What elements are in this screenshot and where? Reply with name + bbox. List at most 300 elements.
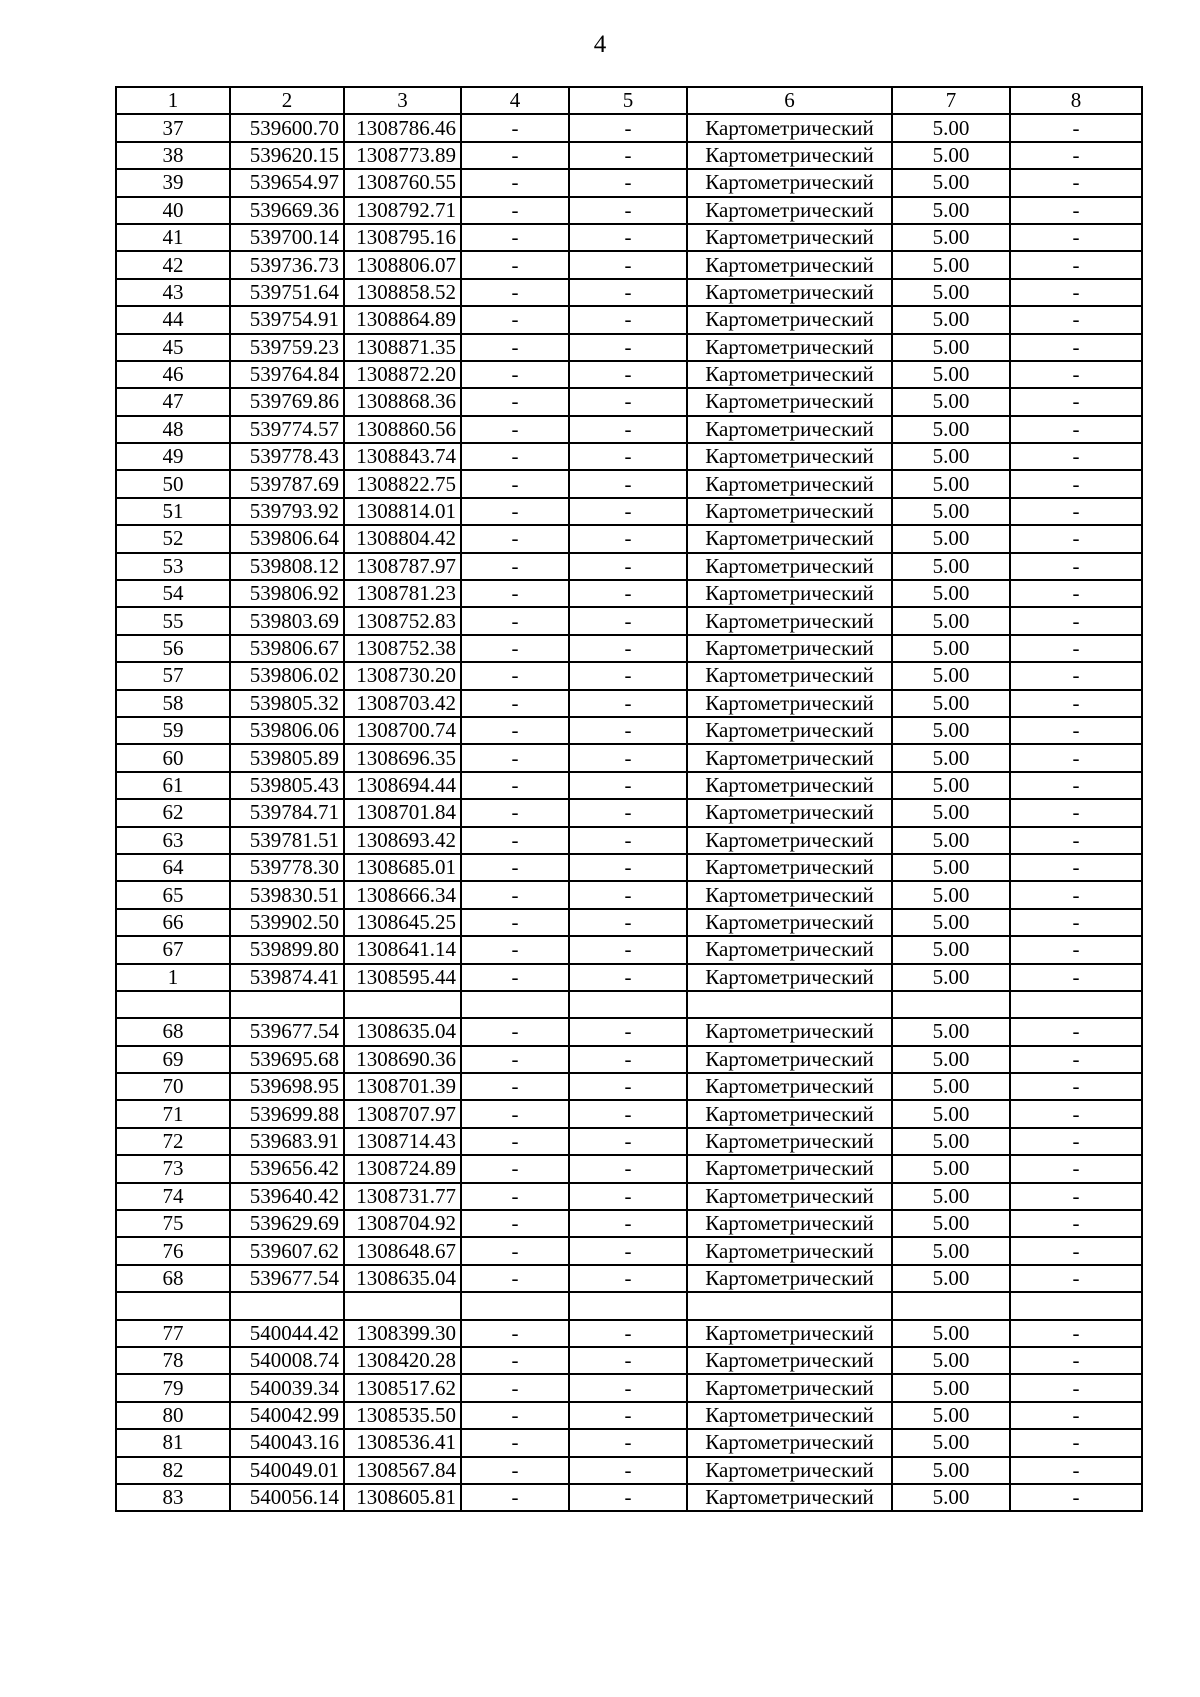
y-coordinate-cell: 1308860.56 (344, 416, 461, 443)
column-4-cell: - (461, 744, 569, 771)
point-number-cell: 40 (116, 197, 230, 224)
header-cell: 3 (344, 87, 461, 114)
table-row (116, 1046, 1142, 1073)
table-row (116, 1320, 1142, 1347)
y-coordinate-cell: 1308714.43 (344, 1128, 461, 1155)
y-coordinate-cell: 1308696.35 (344, 744, 461, 771)
point-number-cell: 59 (116, 717, 230, 744)
x-coordinate-cell: 539736.73 (230, 251, 344, 278)
column-8-cell: - (1010, 251, 1142, 278)
column-8-cell: - (1010, 635, 1142, 662)
x-coordinate-cell: 539793.92 (230, 498, 344, 525)
point-number-cell: 80 (116, 1402, 230, 1429)
column-4-cell: - (461, 416, 569, 443)
y-coordinate-cell: 1308517.62 (344, 1374, 461, 1401)
x-coordinate-cell: 540056.14 (230, 1484, 344, 1511)
column-5-cell: - (569, 690, 687, 717)
column-5-cell: - (569, 334, 687, 361)
column-5-cell: - (569, 306, 687, 333)
x-coordinate-cell: 539805.32 (230, 690, 344, 717)
y-coordinate-cell: 1308804.42 (344, 525, 461, 552)
method-cell: Картометрический (687, 251, 892, 278)
point-number-cell: 73 (116, 1155, 230, 1182)
accuracy-cell: 5.00 (892, 388, 1010, 415)
method-cell: Картометрический (687, 1018, 892, 1045)
method-cell: Картометрический (687, 1429, 892, 1456)
column-4-cell: - (461, 1210, 569, 1237)
column-4-cell: - (461, 306, 569, 333)
column-4-cell: - (461, 1320, 569, 1347)
column-5-cell: - (569, 717, 687, 744)
table-row (116, 470, 1142, 497)
x-coordinate-cell: 540008.74 (230, 1347, 344, 1374)
table-row (116, 1100, 1142, 1127)
accuracy-cell: 5.00 (892, 416, 1010, 443)
table-row (116, 1128, 1142, 1155)
table-row (116, 936, 1142, 963)
column-4-cell: - (461, 334, 569, 361)
method-cell: Картометрический (687, 909, 892, 936)
column-5-cell: - (569, 1210, 687, 1237)
x-coordinate-cell: 539677.54 (230, 1018, 344, 1045)
column-8-cell: - (1010, 279, 1142, 306)
column-4-cell: - (461, 1237, 569, 1264)
point-number-cell: 67 (116, 936, 230, 963)
table-row (116, 1347, 1142, 1374)
column-5-cell: - (569, 553, 687, 580)
column-5-cell: - (569, 251, 687, 278)
table-row (116, 991, 1142, 1018)
point-number-cell: 50 (116, 470, 230, 497)
point-number-cell: 66 (116, 909, 230, 936)
column-8-cell: - (1010, 224, 1142, 251)
accuracy-cell: 5.00 (892, 854, 1010, 881)
column-5-cell: - (569, 1046, 687, 1073)
method-cell: Картометрический (687, 1237, 892, 1264)
column-4-cell: - (461, 525, 569, 552)
accuracy-cell: 5.00 (892, 1237, 1010, 1264)
column-5-cell: - (569, 1374, 687, 1401)
point-number-cell: 52 (116, 525, 230, 552)
y-coordinate-cell: 1308420.28 (344, 1347, 461, 1374)
method-cell: Картометрический (687, 1265, 892, 1292)
column-8-cell: - (1010, 1402, 1142, 1429)
x-coordinate-cell: 539806.02 (230, 662, 344, 689)
column-5-cell: - (569, 224, 687, 251)
column-8-cell (1010, 991, 1142, 1018)
x-coordinate-cell: 539805.89 (230, 744, 344, 771)
accuracy-cell: 5.00 (892, 224, 1010, 251)
column-5-cell: - (569, 388, 687, 415)
table-row (116, 498, 1142, 525)
column-5-cell: - (569, 1183, 687, 1210)
accuracy-cell: 5.00 (892, 334, 1010, 361)
column-8-cell: - (1010, 1374, 1142, 1401)
accuracy-cell: 5.00 (892, 1402, 1010, 1429)
column-4-cell: - (461, 827, 569, 854)
point-number-cell: 70 (116, 1073, 230, 1100)
method-cell: Картометрический (687, 854, 892, 881)
column-8-cell: - (1010, 1100, 1142, 1127)
column-8-cell: - (1010, 881, 1142, 908)
accuracy-cell: 5.00 (892, 1320, 1010, 1347)
table-row (116, 607, 1142, 634)
column-8-cell: - (1010, 1018, 1142, 1045)
x-coordinate-cell: 539700.14 (230, 224, 344, 251)
accuracy-cell: 5.00 (892, 142, 1010, 169)
x-coordinate-cell: 539751.64 (230, 279, 344, 306)
column-4-cell: - (461, 1128, 569, 1155)
table-row (116, 1210, 1142, 1237)
accuracy-cell: 5.00 (892, 909, 1010, 936)
x-coordinate-cell: 539806.92 (230, 580, 344, 607)
x-coordinate-cell: 540039.34 (230, 1374, 344, 1401)
accuracy-cell: 5.00 (892, 306, 1010, 333)
method-cell: Картометрический (687, 470, 892, 497)
column-5-cell: - (569, 169, 687, 196)
accuracy-cell: 5.00 (892, 580, 1010, 607)
y-coordinate-cell: 1308795.16 (344, 224, 461, 251)
accuracy-cell: 5.00 (892, 361, 1010, 388)
column-5-cell (569, 991, 687, 1018)
column-4-cell: - (461, 197, 569, 224)
method-cell: Картометрический (687, 744, 892, 771)
y-coordinate-cell: 1308666.34 (344, 881, 461, 908)
column-8-cell (1010, 1292, 1142, 1319)
accuracy-cell: 5.00 (892, 114, 1010, 141)
x-coordinate-cell: 539695.68 (230, 1046, 344, 1073)
point-number-cell: 69 (116, 1046, 230, 1073)
point-number-cell: 61 (116, 772, 230, 799)
y-coordinate-cell: 1308704.92 (344, 1210, 461, 1237)
accuracy-cell: 5.00 (892, 1155, 1010, 1182)
column-8-cell: - (1010, 416, 1142, 443)
x-coordinate-cell: 539764.84 (230, 361, 344, 388)
x-coordinate-cell: 539774.57 (230, 416, 344, 443)
column-5-cell: - (569, 361, 687, 388)
method-cell: Картометрический (687, 964, 892, 991)
y-coordinate-cell: 1308635.04 (344, 1265, 461, 1292)
column-4-cell: - (461, 1018, 569, 1045)
y-coordinate-cell: 1308645.25 (344, 909, 461, 936)
column-8-cell: - (1010, 388, 1142, 415)
x-coordinate-cell: 539808.12 (230, 553, 344, 580)
method-cell: Картометрический (687, 717, 892, 744)
column-5-cell: - (569, 580, 687, 607)
accuracy-cell (892, 1292, 1010, 1319)
x-coordinate-cell: 539759.23 (230, 334, 344, 361)
column-4-cell: - (461, 717, 569, 744)
y-coordinate-cell: 1308648.67 (344, 1237, 461, 1264)
method-cell: Картометрический (687, 388, 892, 415)
y-coordinate-cell: 1308700.74 (344, 717, 461, 744)
accuracy-cell: 5.00 (892, 1100, 1010, 1127)
column-5-cell: - (569, 964, 687, 991)
point-number-cell: 55 (116, 607, 230, 634)
method-cell: Картометрический (687, 306, 892, 333)
x-coordinate-cell: 540042.99 (230, 1402, 344, 1429)
x-coordinate-cell: 540044.42 (230, 1320, 344, 1347)
table-row (116, 909, 1142, 936)
method-cell: Картометрический (687, 690, 892, 717)
accuracy-cell: 5.00 (892, 1046, 1010, 1073)
x-coordinate-cell: 539699.88 (230, 1100, 344, 1127)
column-5-cell: - (569, 662, 687, 689)
x-coordinate-cell: 539778.43 (230, 443, 344, 470)
column-5-cell: - (569, 1100, 687, 1127)
table-row (116, 416, 1142, 443)
x-coordinate-cell: 539698.95 (230, 1073, 344, 1100)
point-number-cell: 44 (116, 306, 230, 333)
x-coordinate-cell: 539874.41 (230, 964, 344, 991)
table-row (116, 772, 1142, 799)
column-8-cell: - (1010, 1046, 1142, 1073)
column-8-cell: - (1010, 1210, 1142, 1237)
column-5-cell: - (569, 799, 687, 826)
point-number-cell: 58 (116, 690, 230, 717)
y-coordinate-cell: 1308786.46 (344, 114, 461, 141)
column-5-cell: - (569, 936, 687, 963)
column-4-cell: - (461, 1484, 569, 1511)
method-cell: Картометрический (687, 881, 892, 908)
method-cell: Картометрический (687, 607, 892, 634)
y-coordinate-cell: 1308843.74 (344, 443, 461, 470)
column-8-cell: - (1010, 498, 1142, 525)
column-8-cell: - (1010, 772, 1142, 799)
table-row (116, 854, 1142, 881)
y-coordinate-cell: 1308567.84 (344, 1457, 461, 1484)
method-cell: Картометрический (687, 279, 892, 306)
table-row (116, 361, 1142, 388)
x-coordinate-cell: 539754.91 (230, 306, 344, 333)
table-row (116, 197, 1142, 224)
column-8-cell: - (1010, 197, 1142, 224)
column-4-cell: - (461, 607, 569, 634)
y-coordinate-cell: 1308814.01 (344, 498, 461, 525)
header-row (116, 87, 1142, 114)
column-4-cell: - (461, 498, 569, 525)
accuracy-cell: 5.00 (892, 470, 1010, 497)
column-8-cell: - (1010, 854, 1142, 881)
header-cell: 1 (116, 87, 230, 114)
x-coordinate-cell: 539629.69 (230, 1210, 344, 1237)
point-number-cell: 72 (116, 1128, 230, 1155)
point-number-cell: 82 (116, 1457, 230, 1484)
column-5-cell: - (569, 827, 687, 854)
point-number-cell: 45 (116, 334, 230, 361)
column-4-cell: - (461, 1155, 569, 1182)
method-cell: Картометрический (687, 416, 892, 443)
table-row (116, 553, 1142, 580)
column-5-cell: - (569, 114, 687, 141)
x-coordinate-cell: 539683.91 (230, 1128, 344, 1155)
table-row (116, 1402, 1142, 1429)
accuracy-cell: 5.00 (892, 1073, 1010, 1100)
column-8-cell: - (1010, 470, 1142, 497)
y-coordinate-cell: 1308792.71 (344, 197, 461, 224)
column-5-cell: - (569, 470, 687, 497)
column-4-cell (461, 1292, 569, 1319)
x-coordinate-cell: 539806.64 (230, 525, 344, 552)
x-coordinate-cell: 539784.71 (230, 799, 344, 826)
table-row (116, 114, 1142, 141)
accuracy-cell: 5.00 (892, 498, 1010, 525)
accuracy-cell: 5.00 (892, 1018, 1010, 1045)
column-5-cell: - (569, 197, 687, 224)
column-8-cell: - (1010, 690, 1142, 717)
point-number-cell (116, 991, 230, 1018)
point-number-cell: 48 (116, 416, 230, 443)
table-row (116, 1484, 1142, 1511)
table-row (116, 169, 1142, 196)
column-8-cell: - (1010, 1128, 1142, 1155)
point-number-cell: 53 (116, 553, 230, 580)
column-4-cell: - (461, 799, 569, 826)
method-cell: Картометрический (687, 334, 892, 361)
point-number-cell: 42 (116, 251, 230, 278)
column-4-cell: - (461, 854, 569, 881)
y-coordinate-cell: 1308773.89 (344, 142, 461, 169)
column-8-cell: - (1010, 306, 1142, 333)
column-5-cell: - (569, 607, 687, 634)
x-coordinate-cell: 539769.86 (230, 388, 344, 415)
column-8-cell: - (1010, 361, 1142, 388)
x-coordinate-cell: 539830.51 (230, 881, 344, 908)
x-coordinate-cell: 539781.51 (230, 827, 344, 854)
table-row (116, 1292, 1142, 1319)
method-cell (687, 991, 892, 1018)
accuracy-cell: 5.00 (892, 1210, 1010, 1237)
y-coordinate-cell: 1308605.81 (344, 1484, 461, 1511)
accuracy-cell: 5.00 (892, 1265, 1010, 1292)
column-5-cell: - (569, 1320, 687, 1347)
column-5-cell: - (569, 744, 687, 771)
column-5-cell: - (569, 1128, 687, 1155)
point-number-cell: 79 (116, 1374, 230, 1401)
accuracy-cell: 5.00 (892, 251, 1010, 278)
column-4-cell: - (461, 1429, 569, 1456)
column-8-cell: - (1010, 1347, 1142, 1374)
method-cell: Картометрический (687, 936, 892, 963)
table-row (116, 744, 1142, 771)
table-row (116, 827, 1142, 854)
method-cell: Картометрический (687, 799, 892, 826)
x-coordinate-cell: 539640.42 (230, 1183, 344, 1210)
column-8-cell: - (1010, 1265, 1142, 1292)
x-coordinate-cell: 539677.54 (230, 1265, 344, 1292)
header-cell: 6 (687, 87, 892, 114)
accuracy-cell: 5.00 (892, 607, 1010, 634)
accuracy-cell: 5.00 (892, 1457, 1010, 1484)
table-row (116, 1374, 1142, 1401)
table-row (116, 388, 1142, 415)
column-4-cell: - (461, 909, 569, 936)
column-5-cell: - (569, 772, 687, 799)
x-coordinate-cell: 539669.36 (230, 197, 344, 224)
point-number-cell: 54 (116, 580, 230, 607)
column-4-cell: - (461, 553, 569, 580)
x-coordinate-cell: 539656.42 (230, 1155, 344, 1182)
table-row (116, 1237, 1142, 1264)
x-coordinate-cell: 539899.80 (230, 936, 344, 963)
column-4-cell: - (461, 1100, 569, 1127)
y-coordinate-cell: 1308536.41 (344, 1429, 461, 1456)
table-body (116, 114, 1142, 1511)
column-4-cell: - (461, 1402, 569, 1429)
table-row (116, 1073, 1142, 1100)
y-coordinate-cell: 1308781.23 (344, 580, 461, 607)
y-coordinate-cell: 1308641.14 (344, 936, 461, 963)
page-number: 4 (593, 31, 607, 58)
header-cell: 5 (569, 87, 687, 114)
table-row (116, 1018, 1142, 1045)
header-cell: 2 (230, 87, 344, 114)
accuracy-cell: 5.00 (892, 881, 1010, 908)
method-cell: Картометрический (687, 1046, 892, 1073)
column-4-cell: - (461, 169, 569, 196)
method-cell: Картометрический (687, 197, 892, 224)
table-row (116, 964, 1142, 991)
point-number-cell: 60 (116, 744, 230, 771)
method-cell: Картометрический (687, 1347, 892, 1374)
column-8-cell: - (1010, 1429, 1142, 1456)
accuracy-cell: 5.00 (892, 964, 1010, 991)
y-coordinate-cell: 1308535.50 (344, 1402, 461, 1429)
column-8-cell: - (1010, 1183, 1142, 1210)
y-coordinate-cell: 1308595.44 (344, 964, 461, 991)
column-5-cell: - (569, 142, 687, 169)
point-number-cell: 76 (116, 1237, 230, 1264)
x-coordinate-cell (230, 991, 344, 1018)
accuracy-cell: 5.00 (892, 443, 1010, 470)
point-number-cell: 68 (116, 1265, 230, 1292)
column-4-cell: - (461, 388, 569, 415)
point-number-cell: 74 (116, 1183, 230, 1210)
y-coordinate-cell: 1308694.44 (344, 772, 461, 799)
method-cell (687, 1292, 892, 1319)
y-coordinate-cell: 1308701.84 (344, 799, 461, 826)
y-coordinate-cell: 1308868.36 (344, 388, 461, 415)
column-4-cell: - (461, 1457, 569, 1484)
method-cell: Картометрический (687, 1457, 892, 1484)
accuracy-cell: 5.00 (892, 1374, 1010, 1401)
column-5-cell: - (569, 1402, 687, 1429)
column-4-cell: - (461, 690, 569, 717)
accuracy-cell: 5.00 (892, 1183, 1010, 1210)
column-4-cell: - (461, 1265, 569, 1292)
column-8-cell: - (1010, 662, 1142, 689)
column-4-cell: - (461, 224, 569, 251)
column-8-cell: - (1010, 799, 1142, 826)
point-number-cell: 49 (116, 443, 230, 470)
point-number-cell: 83 (116, 1484, 230, 1511)
column-5-cell: - (569, 1237, 687, 1264)
point-number-cell: 43 (116, 279, 230, 306)
y-coordinate-cell: 1308399.30 (344, 1320, 461, 1347)
column-8-cell: - (1010, 1237, 1142, 1264)
column-8-cell: - (1010, 1320, 1142, 1347)
column-4-cell: - (461, 443, 569, 470)
column-5-cell: - (569, 635, 687, 662)
accuracy-cell: 5.00 (892, 799, 1010, 826)
x-coordinate-cell: 539654.97 (230, 169, 344, 196)
table-row (116, 1457, 1142, 1484)
column-8-cell: - (1010, 936, 1142, 963)
column-4-cell: - (461, 114, 569, 141)
point-number-cell: 38 (116, 142, 230, 169)
method-cell: Картометрический (687, 1210, 892, 1237)
column-8-cell: - (1010, 1457, 1142, 1484)
